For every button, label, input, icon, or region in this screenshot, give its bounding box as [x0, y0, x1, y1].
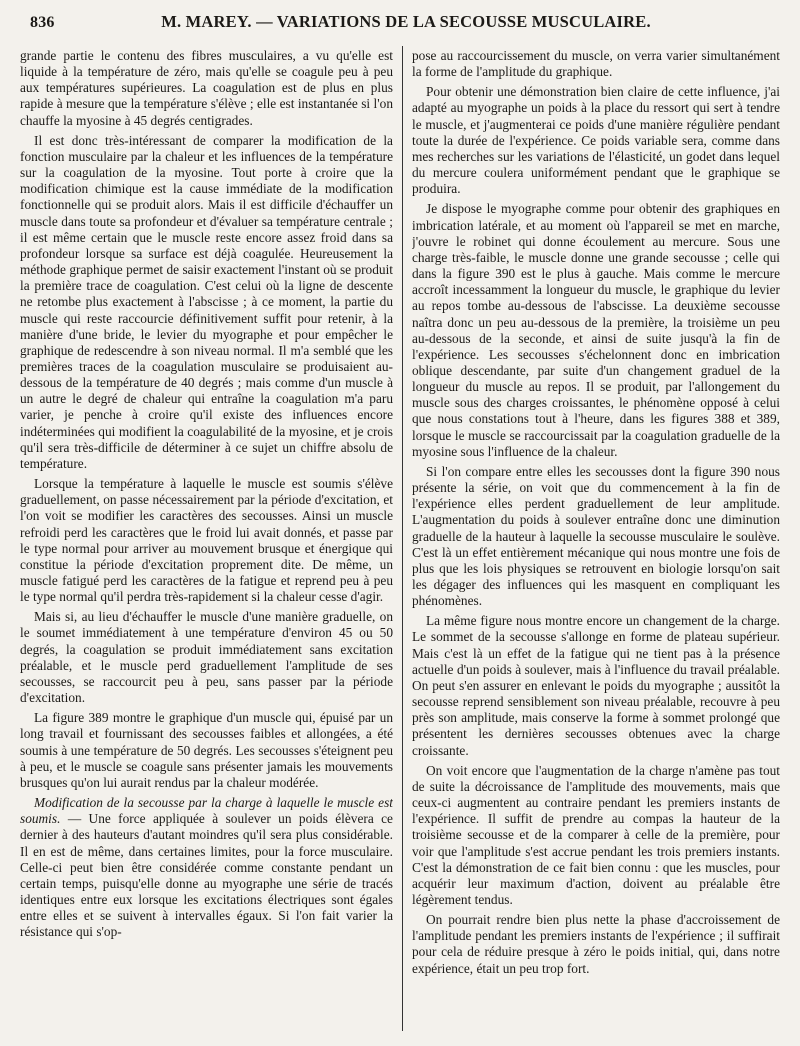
paragraph: pose au raccourcissement du muscle, on verra varier simultanément la forme de l'amplitude du graphique. — [412, 48, 780, 80]
paragraph: grande partie le contenu des fibres musculaires, a vu qu'elle est liquide à la température de zéro, mais qu'elle se coagule peu à peu aux températures supérieures. La coagulation est de plus en plus rapide à mesure que la température s'élève ; elle est instantanée si l'on chauffe la myosine à 45 degrés centigrades. — [20, 48, 393, 128]
paragraph: Mais si, au lieu d'échauffer le muscle d'une manière graduelle, on le soumet immédiatement à une température d'environ 45 ou 50 degrés, la coagulation se produit immédiatement sans excitation préalable, et le muscle perd graduellement l'amplitude de ses secousses, se raccourcit peu à peu, sans passer par la période d'excitation. — [20, 609, 393, 706]
paragraph: Si l'on compare entre elles les secousses dont la figure 390 nous présente la série, on voit que du commencement à la fin de l'expérience elles perdent graduellement de leur amplitude. L'augmentation du poids à soulever entraîne donc une diminution graduelle de la hauteur à laquelle la secousse musculaire le soulève. C'est là un effet entièrement mécanique qui nous montre une fois de plus que les lois physiques se retrouvent en biologie lorsqu'on sait les dégager des influences qui les masquent en compliquant les phénomènes. — [412, 463, 780, 609]
paragraph: Il est donc très-intéressant de comparer la modification de la fonction musculaire par la chaleur et les influences de la température sur la coagulation de la myosine. Tout porte à croire que la modification chimique est la cause immédiate de la modification fonctionnelle qui se produit alors. Mais il est difficile d'échauffer un muscle dans toute sa profondeur et d'évaluer sa température centrale ; il est même certain que le muscle reste encore assez froid dans sa profondeur lorsque sa surface est déjà coagulée. Heureusement la méthode graphique permet de saisir exactement l'instant où se produit la première trace de coagulation. C'est celui où la ligne de descente ne retombe plus exactement à l'abscisse ; à ce moment, la partie du muscle qui reste raccourcie définitivement suffit pour retenir, à la manière d'une bride, le levier du myographe et pour empêcher le graphique de redescendre à son niveau normal. Il m'a semblé que les premières traces de la coagulation musculaire se produisaient au-dessous de la température de 40 degrés ; mais comme d'un muscle à un autre le degré de chaleur qui entraîne la coagulation m'a paru varier, je penche à croire qu'il existe des influences encore indéterminées qui modifient la coagulabilité de la myosine, et je crois qu'il sera très-difficile de déterminer à ce sujet un chiffre absolu de température. — [20, 132, 393, 471]
paragraph: La figure 389 montre le graphique d'un muscle qui, épuisé par un long travail et fournissant des secousses faibles et allongées, a été soumis à une température de 50 degrés. Les secousses s'éteignent peu à peu, et le muscle se coagule sans présenter jamais les mouvements brusques qu'on lui aurait rendus par la chaleur modérée. — [20, 710, 393, 790]
page-number: 836 — [30, 14, 55, 31]
left-column — [20, 48, 393, 1038]
section-body: — Une force appliquée à soulever un poids élèvera ce dernier à des hauteurs d'autant moindres qu'il sera plus considérable. Il en est de même, dans certaines limites, pour la force musculaire. Celle-ci peut bien être considérée comme constante pendant un certain temps, puisqu'elle donne au myographe une série de tracés identiques entre eux lorsque les excitations électriques sont égales entre elles et se suivent à intervalles égaux. Si l'on fait varier la résistance qui s'op- — [20, 811, 393, 940]
paragraph: La même figure nous montre encore un changement de la charge. Le sommet de la secousse s'allonge en forme de plateau supérieur. Mais c'est là un effet de la fatigue qui ne tient pas à la présence actuelle d'un poids à soulever, mais à l'influence du travail préalable. On peut s'en assurer en enlevant le poids du myographe ; aussitôt la secousse reprend sensiblement son niveau préalable, recouvre à peu près son amplitude, mais conserve la forme à sommet prolongé que présentent les dernières secousses obtenues avec la charge croissante. — [412, 613, 780, 758]
paragraph-section — [20, 795, 393, 940]
column-divider — [402, 46, 403, 1031]
paragraph: On voit encore que l'augmentation de la charge n'amène pas tout de suite la décroissance de l'amplitude des mouvements, mais que ceux-ci augmentent au contraire pendant les premiers instants de l'expérience. Il suffit de prendre au compas la hauteur de la troisième secousse et de la comparer à celle de la première, pour voir que l'amplitude s'est accrue pendant les trois premiers instants. C'est la démonstration de ce fait bien connu : que les muscles, pour acquérir leur maximum d'action, doivent au préalable être légèrement tendus. — [412, 762, 780, 907]
right-column — [412, 48, 780, 1038]
paragraph: On pourrait rendre bien plus nette la phase d'accroissement de l'amplitude pendant les premiers instants de l'expérience ; il suffirait pour cela de réduire presque à zéro le poids initial, qui, dans notre expérience, était un peu trop fort. — [412, 912, 780, 976]
page-header — [30, 12, 782, 36]
paragraph: Pour obtenir une démonstration bien claire de cette influence, j'ai adapté au myographe un poids à la place du ressort qui sert à tendre le muscle, et j'augmenterai ce poids d'une manière régulière pendant toute la durée de l'expérience. Ce poids variable sera, comme dans mes recherches sur les variations de l'élasticité, un godet dans lequel du mercure coulera uniformément pendant que le graphique se produira. — [412, 84, 780, 197]
paragraph: Je dispose le myographe comme pour obtenir des graphiques en imbrication latérale, et au moment où l'appareil se met en marche, j'ouvre le robinet qui donne écoulement au mercure. Sous une charge très-faible, le muscle donne une grande secousse ; celle qui dans la figure 390 est le plus à gauche. Mais comme le mercure accroît incessamment la longueur du muscle, le graphique du levier au repos tombe au-dessous de l'abscisse. La deuxième secousse naîtra donc un peu au-dessous de la première, la troisième un peu au-dessous de la seconde, et ainsi de suite jusqu'à la fin de l'expérience. Les secousses s'échelonnent donc en imbrication oblique descendante, par suite d'un changement graduel de la longueur du muscle au repos. Il se produit, par l'allongement du muscle sous des charges croissantes, le phénomène opposé à celui que nous constations tout à l'heure, dans les figures 388 et 389, lorsque le muscle se raccourcissait par la coagulation graduelle de la myosine sous l'influence de la chaleur. — [412, 201, 780, 459]
section-heading: Modification de la secousse par la charge à laquelle le muscle est soumis. — [20, 795, 393, 827]
paragraph: Lorsque la température à laquelle le muscle est soumis s'élève graduellement, on passe nécessairement par la période d'excitation, et l'on voit se modifier les caractères des secousses. Ainsi un muscle refroidi perd les caractères que le froid lui avait donnés, et passe par le type normal pour arriver au mouvement brusque et énergique qui constitue la période d'excitation proprement dite. De même, un muscle fatigué perd les caractères de la fatigue et reprend peu à peu le type normal qu'il perdra très-rapidement si la chaleur cesse d'agir. — [20, 476, 393, 605]
running-title: M. MAREY. — VARIATIONS DE LA SECOUSSE MUSCULAIRE. — [161, 12, 651, 31]
